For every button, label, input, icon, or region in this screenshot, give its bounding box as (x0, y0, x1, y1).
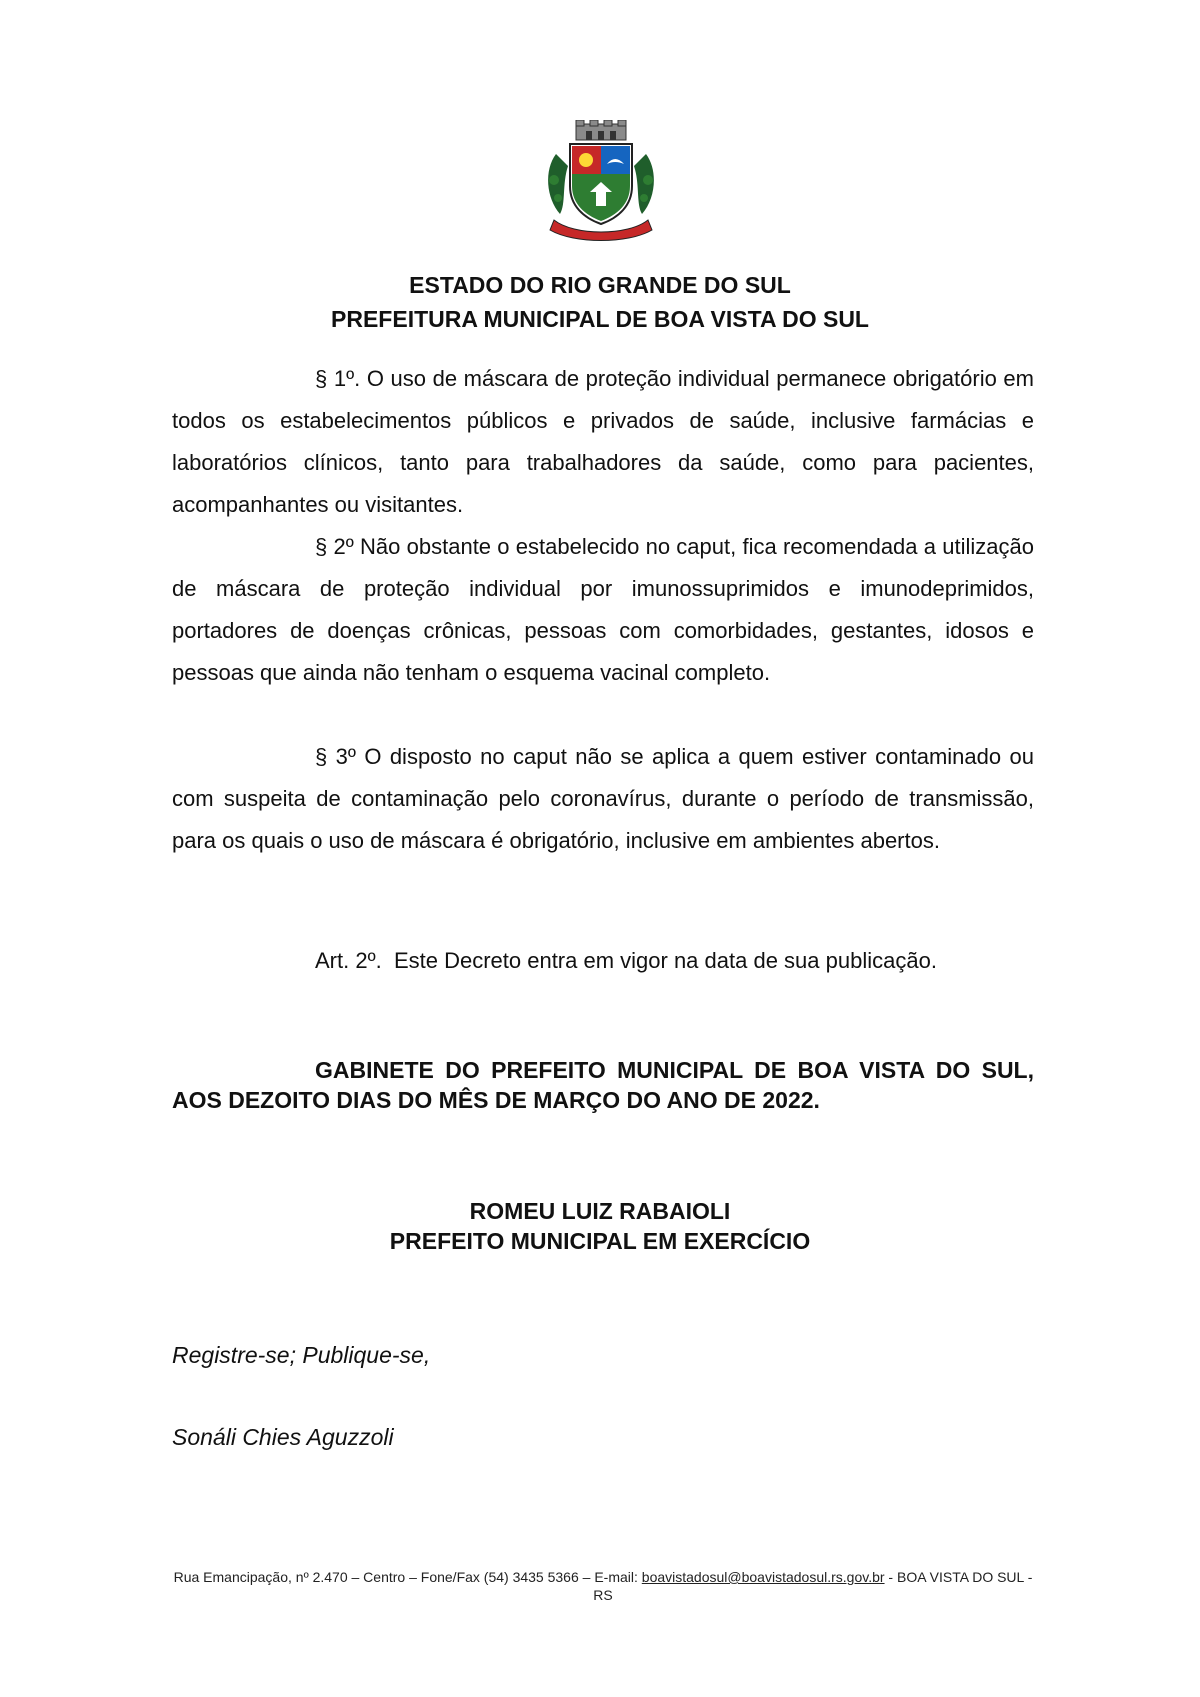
paragraph-3-number: § 3º (315, 744, 356, 769)
state-name: ESTADO DO RIO GRANDE DO SUL (409, 272, 791, 298)
cabinet-statement (172, 1055, 1034, 1115)
cabinet-statement-text: GABINETE DO PREFEITO MUNICIPAL DE BOA VISTA DO SUL, AOS DEZOITO DIAS DO MÊS DE MARÇO DO ANO DE 2022. (172, 1057, 1034, 1113)
secretary-name: Sonáli Chies Aguzzoli (172, 1424, 394, 1450)
footer-email-link[interactable]: boavistadosul@boavistadosul.rs.gov.br (641, 1569, 885, 1585)
page-footer (170, 1568, 1036, 1604)
paragraph-3 (172, 736, 1034, 862)
article-2: Art. 2º. Este Decreto entra em vigor na data de sua publicação. (315, 948, 937, 973)
coat-of-arms-icon (540, 120, 662, 242)
paragraph-3-text: O disposto no caput não se aplica a quem estiver contaminado ou com suspeita de contaminação pelo coronavírus, durante o período de transmissão, para os quais o uso de máscara é obrigatório, inclusive em ambientes abertos. (172, 744, 1034, 853)
document-header (0, 268, 1200, 336)
paragraph-1-text: O uso de máscara de proteção individual permanece obrigatório em todos os estabelecimentos públicos e privados de saúde, inclusive farmácias e laboratórios clínicos, tanto para trabalhadores da saúde, como para pacientes, acompanhantes ou visitantes. (172, 366, 1034, 517)
footer-city: - BOA VISTA DO SUL - RS (593, 1569, 1033, 1603)
signature-block (0, 1196, 1200, 1256)
paragraph-2-number: § 2º (315, 534, 354, 559)
signatory-title: PREFEITO MUNICIPAL EM EXERCÍCIO (389, 1228, 811, 1254)
registry-note: Registre-se; Publique-se, (172, 1342, 431, 1368)
paragraph-1-number: § 1º. (315, 366, 361, 391)
paragraph-2 (172, 526, 1034, 694)
municipality-name: PREFEITURA MUNICIPAL DE BOA VISTA DO SUL (331, 306, 869, 332)
footer-address: Rua Emancipação, nº 2.470 – Centro – Fone/Fax (54) 3435 5366 – E-mail: (173, 1569, 642, 1585)
paragraph-1 (172, 358, 1034, 526)
paragraph-2-text: Não obstante o estabelecido no caput, fica recomendada a utilização de máscara de proteção individual por imunossuprimidos e imunodeprimidos, portadores de doenças crônicas, pessoas com comorbidades, gestantes, idosos e pessoas que ainda não tenham o esquema vacinal completo. (172, 534, 1034, 685)
signatory-name: ROMEU LUIZ RABAIOLI (469, 1198, 731, 1224)
